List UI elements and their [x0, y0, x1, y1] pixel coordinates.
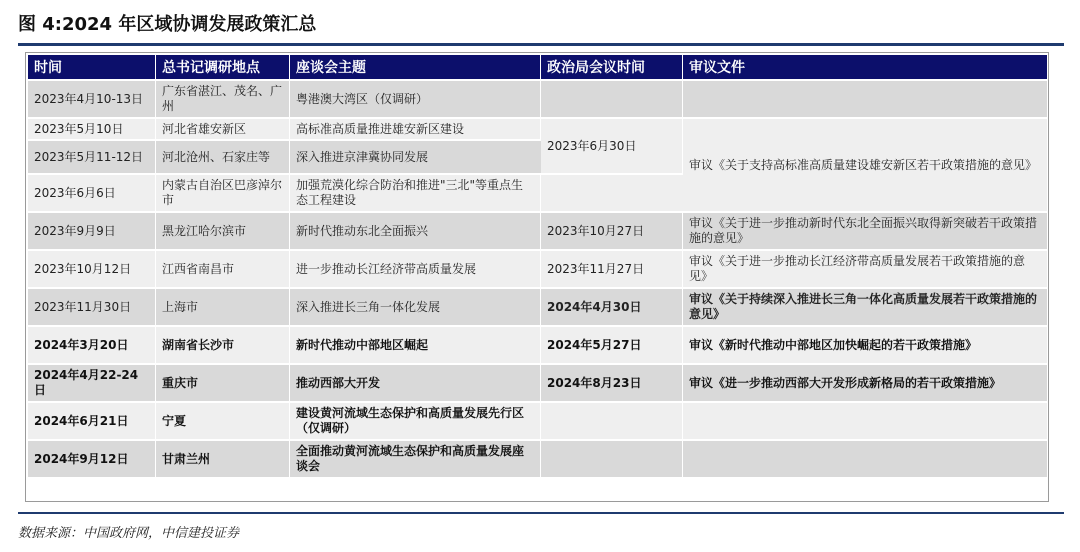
cell-meeting-merged: 2023年6月30日	[541, 119, 683, 175]
table-row	[28, 119, 1047, 141]
source-note: 数据来源：中国政府网，中信建投证券	[18, 526, 240, 541]
cell-time: 2023年9月9日	[28, 213, 156, 251]
cell-document: 审议《关于进一步推动长江经济带高质量发展若干政策措施的意见》	[683, 251, 1047, 289]
cell-document-merged: 审议《关于支持高标准高质量建设雄安新区若干政策措施的意见》	[683, 119, 1047, 213]
cell-time: 2024年9月12日	[28, 441, 156, 479]
cell-location: 上海市	[156, 289, 290, 327]
cell-theme: 深入推进京津冀协同发展	[290, 141, 541, 175]
cell-theme: 粤港澳大湾区（仅调研）	[290, 81, 541, 119]
cell-theme: 深入推进长三角一体化发展	[290, 289, 541, 327]
cell-time: 2023年5月10日	[28, 119, 156, 141]
cell-theme: 建设黄河流域生态保护和高质量发展先行区（仅调研）	[290, 403, 541, 441]
cell-theme: 全面推动黄河流域生态保护和高质量发展座谈会	[290, 441, 541, 479]
table-row	[28, 327, 1047, 365]
cell-time: 2024年6月21日	[28, 403, 156, 441]
bottom-rule	[18, 512, 1064, 514]
cell-location: 甘肃兰州	[156, 441, 290, 479]
cell-meeting	[541, 403, 683, 441]
cell-meeting	[541, 441, 683, 479]
cell-theme: 高标准高质量推进雄安新区建设	[290, 119, 541, 141]
cell-location: 广东省湛江、茂名、广州	[156, 81, 290, 119]
cell-time: 2024年4月22-24日	[28, 365, 156, 403]
cell-location: 内蒙古自治区巴彦淖尔市	[156, 175, 290, 213]
cell-location: 宁夏	[156, 403, 290, 441]
header-theme: 座谈会主题	[290, 55, 541, 81]
cell-document: 审议《关于持续深入推进长三角一体化高质量发展若干政策措施的意见》	[683, 289, 1047, 327]
cell-time: 2023年5月11-12日	[28, 141, 156, 175]
header-location: 总书记调研地点	[156, 55, 290, 81]
cell-theme: 新时代推动中部地区崛起	[290, 327, 541, 365]
cell-location: 河北沧州、石家庄等	[156, 141, 290, 175]
header-document: 审议文件	[683, 55, 1047, 81]
figure-title: 图 4:2024 年区域协调发展政策汇总	[18, 14, 317, 35]
cell-time: 2023年10月12日	[28, 251, 156, 289]
cell-document: 审议《进一步推动西部大开发形成新格局的若干政策措施》	[683, 365, 1047, 403]
cell-theme: 新时代推动东北全面振兴	[290, 213, 541, 251]
cell-time: 2023年11月30日	[28, 289, 156, 327]
cell-location: 河北省雄安新区	[156, 119, 290, 141]
cell-location: 江西省南昌市	[156, 251, 290, 289]
cell-theme: 进一步推动长江经济带高质量发展	[290, 251, 541, 289]
cell-meeting: 2024年8月23日	[541, 365, 683, 403]
cell-meeting: 2023年10月27日	[541, 213, 683, 251]
cell-document: 审议《新时代推动中部地区加快崛起的若干政策措施》	[683, 327, 1047, 365]
table-row	[28, 441, 1047, 479]
cell-theme: 加强荒漠化综合防治和推进"三北"等重点生态工程建设	[290, 175, 541, 213]
cell-meeting: 2024年4月30日	[541, 289, 683, 327]
table-row	[28, 81, 1047, 119]
table-header-row	[28, 55, 1047, 81]
cell-document	[683, 441, 1047, 479]
header-time: 时间	[28, 55, 156, 81]
cell-location: 重庆市	[156, 365, 290, 403]
cell-document: 审议《关于进一步推动新时代东北全面振兴取得新突破若干政策措施的意见》	[683, 213, 1047, 251]
cell-location: 黑龙江哈尔滨市	[156, 213, 290, 251]
table-row	[28, 403, 1047, 441]
cell-time: 2023年4月10-13日	[28, 81, 156, 119]
cell-time: 2024年3月20日	[28, 327, 156, 365]
cell-location: 湖南省长沙市	[156, 327, 290, 365]
cell-document	[683, 403, 1047, 441]
cell-meeting	[541, 81, 683, 119]
cell-meeting	[541, 175, 683, 213]
table-row	[28, 213, 1047, 251]
cell-time: 2023年6月6日	[28, 175, 156, 213]
top-rule	[18, 43, 1064, 46]
table-row	[28, 365, 1047, 403]
table-row	[28, 289, 1047, 327]
policy-table	[28, 55, 1047, 479]
header-meeting-time: 政治局会议时间	[541, 55, 683, 81]
table-row	[28, 251, 1047, 289]
cell-document	[683, 81, 1047, 119]
cell-meeting: 2024年5月27日	[541, 327, 683, 365]
cell-theme: 推动西部大开发	[290, 365, 541, 403]
cell-meeting: 2023年11月27日	[541, 251, 683, 289]
